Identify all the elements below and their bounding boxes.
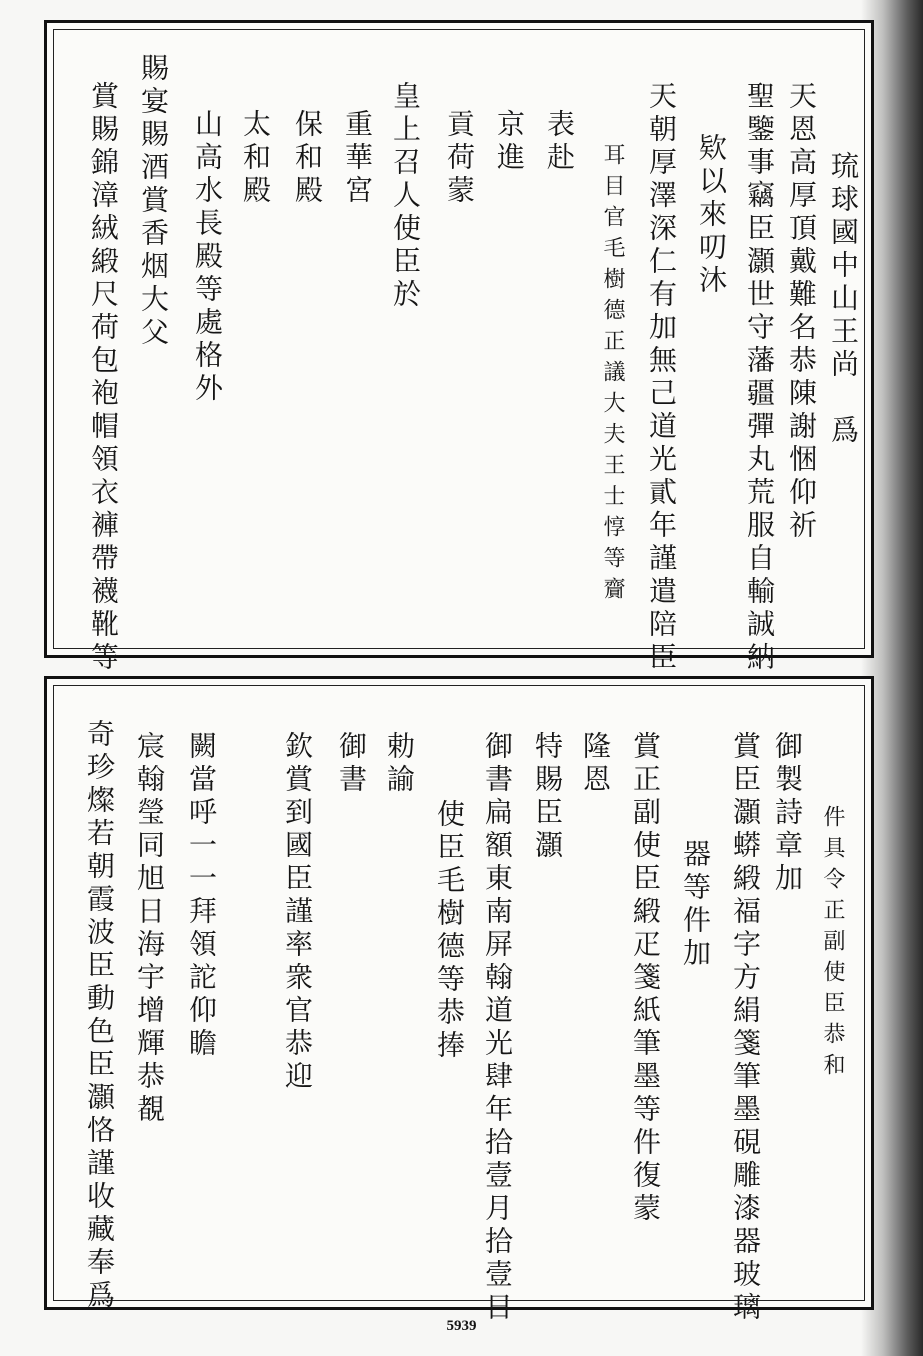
text-column: 賞臣灝蟒緞福字方絹箋筆墨硯雕漆器玻璃	[729, 731, 762, 1325]
text-column: 欵以來叨沐	[695, 133, 728, 298]
text-column: 貢荷蒙	[443, 109, 476, 208]
text-column: 賞正副使臣緞疋箋紙筆墨等件復蒙	[629, 731, 662, 1226]
text-column: 闕當呼一一拜領詑仰瞻	[185, 731, 218, 1061]
text-column: 賜宴賜酒賞香烟大父	[137, 53, 170, 350]
page-number: 5939	[446, 1318, 477, 1334]
text-column: 使臣毛樹德等恭捧	[433, 799, 466, 1063]
text-column: 奇珍燦若朝霞波臣動色臣灝恪謹收藏奉爲	[83, 719, 116, 1313]
text-column: 保和殿	[291, 109, 324, 208]
text-column: 器等件加	[679, 839, 712, 971]
text-column: 皇上召人使臣於	[389, 81, 422, 312]
text-column: 御製詩章加	[771, 731, 804, 896]
text-column: 京進	[493, 109, 526, 175]
text-column: 欽賞到國臣謹率衆官恭迎	[281, 731, 314, 1094]
text-column: 御書扁額東南屏翰道光肆年拾壹月拾壹日	[481, 731, 514, 1325]
text-column: 天恩高厚頂戴難名恭陳謝悃仰祈	[785, 81, 818, 543]
text-column: 聖鑒事竊臣灝世守藩疆彈丸荒服自輸誠納	[743, 81, 776, 675]
text-column: 琉球國中山王尚 爲	[827, 151, 860, 448]
text-column: 宸翰瑩同旭日海宇增輝恭覩	[133, 731, 166, 1127]
text-column: 表赴	[543, 109, 576, 175]
text-column: 重華宮	[341, 109, 374, 208]
text-column: 太和殿	[239, 109, 272, 208]
text-column: 特賜臣灝	[531, 731, 564, 863]
text-column: 隆恩	[579, 731, 612, 797]
text-column: 御書	[335, 731, 368, 797]
text-column: 件具令正副使臣恭和	[820, 805, 845, 1084]
text-column: 賞賜錦漳絨緞尺荷包袍帽領衣褲帶襪靴等	[87, 81, 120, 675]
text-column: 天朝厚澤深仁有加無己道光貳年謹遣陪臣	[645, 81, 678, 675]
bottom-document-panel	[44, 676, 874, 1325]
text-column: 勅諭	[383, 731, 416, 797]
top-document-panel	[44, 20, 874, 675]
text-column: 耳目官毛樹德正議大夫王士惇等齎	[600, 143, 625, 608]
text-column: 山高水長殿等處格外	[191, 109, 224, 406]
